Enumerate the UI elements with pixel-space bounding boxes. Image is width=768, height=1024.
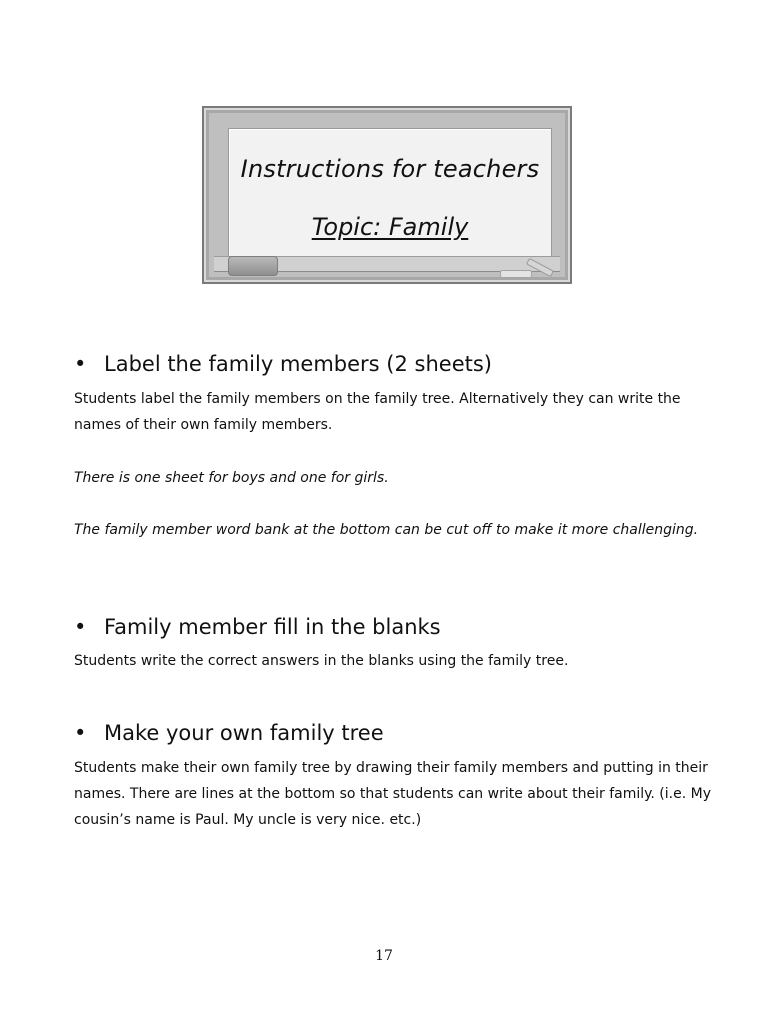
bullet-icon: • xyxy=(74,721,87,745)
board-title: Instructions for teachers xyxy=(240,155,540,183)
whiteboard-surface xyxy=(228,128,552,262)
section-heading-text: Make your own family tree xyxy=(104,721,384,745)
section-paragraph: Students write the correct answers in the blanks using the family tree. xyxy=(74,653,569,669)
section-note-paragraph: The family member word bank at the bottom can be cut off to make it more challenging. xyxy=(74,522,699,538)
bullet-icon: • xyxy=(74,615,87,639)
section-heading-own-tree xyxy=(74,721,384,745)
whiteboard-header xyxy=(202,106,572,284)
section-heading-text: Label the family members (2 sheets) xyxy=(104,352,492,376)
section-heading-text: Family member fill in the blanks xyxy=(104,615,441,639)
eraser-icon xyxy=(228,256,278,276)
bullet-icon: • xyxy=(74,352,87,376)
section-note-paragraph: There is one sheet for boys and one for girls. xyxy=(74,470,389,486)
section-heading-fill-blanks xyxy=(74,615,441,639)
section-heading-label-family xyxy=(74,352,492,376)
board-topic: Topic: Family xyxy=(311,213,469,241)
page-number: 17 xyxy=(375,948,393,964)
section-paragraph: Students make their own family tree by drawing their family members and putting in their names. There are lines at the bottom so that students can write about their family. (i.e. My cousin’s name is Paul. My uncle is very nice. etc.) xyxy=(74,760,711,828)
chalk-icon xyxy=(500,270,532,278)
section-paragraph: Students label the family members on the family tree. Alternatively they can write the names of their own family members. xyxy=(74,391,681,433)
